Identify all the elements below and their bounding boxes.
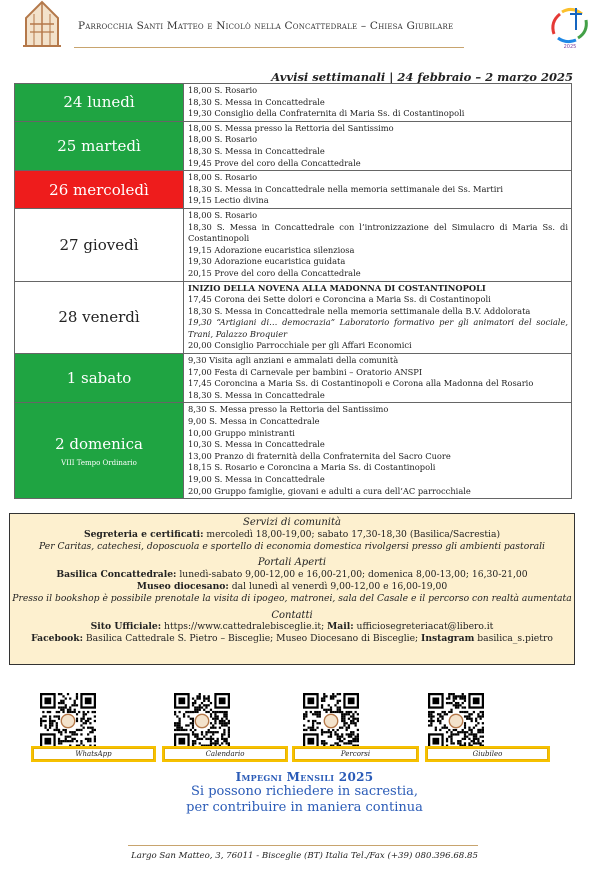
day-row <box>15 171 572 209</box>
day-label: 1 sabato <box>66 369 132 388</box>
event-line: 18,00 S. Rosario <box>188 134 258 145</box>
qr-code-whatsapp-icon[interactable] <box>40 693 96 749</box>
day-cell <box>15 354 184 403</box>
event-line: 13,00 Pranzo di fraternità della Confraternita del Sacro Cuore <box>188 450 451 461</box>
museo-text: dal lunedì al venerdì 9,00-12,00 e 16,00-19,00 <box>228 580 448 592</box>
event-line: 18,30 S. Messa in Concattedrale nella memoria settimanale dei Ss. Martiri <box>188 183 504 194</box>
info-box <box>9 513 575 665</box>
impegni-title: Impegni Mensili 2025 <box>235 770 374 784</box>
event-line: 18,00 S. Rosario <box>188 172 258 183</box>
day-label: 2 domenica <box>55 434 143 453</box>
event-line: 9,00 S. Messa in Concattedrale <box>188 416 320 427</box>
event-line: 20,15 Prove del coro della Concattedrale <box>188 267 361 278</box>
day-row <box>15 403 572 499</box>
portali-note: Presso il bookshop è possibile prenotale la visita di ipogeo, matronei, sala del Casale e il percorso con realtà aumentata <box>12 592 572 604</box>
event-line: 18,30 S. Messa in Concattedrale nella memoria settimanale della B.V. Addolorata <box>188 305 531 316</box>
event-line: 19,30 Adorazione eucaristica guidata <box>188 256 346 267</box>
portali-heading: Portali Aperti <box>257 557 327 569</box>
segreteria-line <box>10 529 574 541</box>
qr-code-percorsi-icon[interactable] <box>303 693 359 749</box>
social-line <box>10 633 574 645</box>
event-line: 18,30 S. Messa in Concattedrale con l’intronizzazione del Simulacro di Maria Ss. di Costantinopoli <box>188 221 568 244</box>
event-line: 17,45 Coroncina a Maria Ss. di Costantinopoli e Corona alla Madonna del Rosario <box>188 378 534 389</box>
mail-link[interactable]: ufficiosegreteriacat@libero.it <box>353 621 494 633</box>
qr-label-whatsapp: WhatsApp <box>33 748 154 760</box>
event-line: 18,00 S. Rosario <box>188 209 258 220</box>
event-line: 10,30 S. Messa in Concattedrale <box>188 439 325 450</box>
event-line: 18,15 S. Rosario e Coroncina a Maria Ss. di Costantinopoli <box>188 462 436 473</box>
qr-label-giubileo: Giubileo <box>427 748 548 760</box>
event-line: 19,30 “Artigiani di… democrazia” Laboratorio formativo per gli animatori del sociale, Trani, Palazzo Broquier <box>188 317 568 339</box>
events-cell <box>184 171 572 209</box>
events-cell <box>184 208 572 281</box>
museo-line <box>10 581 574 593</box>
event-line: 18,30 S. Messa in Concattedrale <box>188 389 325 400</box>
impegni-line-2: per contribuire in maniera continua <box>186 800 423 815</box>
qr-code-calendario-icon[interactable] <box>174 693 230 749</box>
day-label: 24 lunedì <box>63 93 135 112</box>
day-cell <box>15 403 184 499</box>
sito-label: Sito Ufficiale: <box>90 621 162 633</box>
day-subtitle: VIII Tempo Ordinario <box>61 458 137 467</box>
events-cell <box>184 354 572 403</box>
event-line: 19,45 Prove del coro della Concattedrale <box>188 157 361 168</box>
events-cell <box>184 403 572 499</box>
day-label: 27 giovedì <box>59 235 139 254</box>
servizi-heading: Servizi di comunità <box>243 517 341 528</box>
events-cell <box>184 84 572 122</box>
event-line: 18,30 S. Messa in Concattedrale <box>188 145 325 156</box>
page-header <box>18 0 593 55</box>
qr-label-calendario: Calendario <box>164 748 286 760</box>
day-row <box>15 121 572 170</box>
event-line: 19,00 S. Messa in Concattedrale <box>188 474 325 484</box>
facebook-label: Facebook: <box>31 633 83 645</box>
basilica-line <box>10 569 574 581</box>
event-line: INIZIO DELLA NOVENA ALLA MADONNA DI COSTANTINOPOLI <box>188 282 486 293</box>
mail-label: Mail: <box>327 621 354 633</box>
svg-text:2025: 2025 <box>563 44 577 50</box>
day-cell <box>15 84 184 122</box>
event-line: 8,30 S. Messa presso la Rettoria del Santissimo <box>188 404 389 415</box>
events-cell <box>184 281 572 354</box>
church-logo-icon <box>22 0 62 50</box>
day-label: 28 venerdì <box>58 308 140 327</box>
segreteria-label: Segreteria e certificati: <box>83 528 204 540</box>
event-line: 17,00 Festa di Carnevale per bambini – Oratorio ANSPI <box>188 366 423 377</box>
event-line: 19,15 Lectio divina <box>188 195 269 206</box>
footer-address: Largo San Matteo, 3, 76011 - Bisceglie (BT) Italia Tel./Fax (+39) 080.396.68.85 <box>131 851 478 861</box>
museo-label: Museo diocesano: <box>136 580 229 592</box>
event-line: 20,00 Consiglio Parrocchiale per gli Affari Economici <box>188 340 412 351</box>
event-line: 18,30 S. Messa in Concattedrale <box>188 96 325 107</box>
segreteria-text: mercoledì 18,00-19,00; sabato 17,30-18,30 (Basilica/Sacrestia) <box>203 528 501 540</box>
event-line: 17,45 Corona dei Sette dolori e Coroncina a Maria Ss. di Costantinopoli <box>188 294 491 305</box>
event-line: 18,00 S. Messa presso la Rettoria del Santissimo <box>188 122 394 133</box>
parish-title: Parrocchia Santi Matteo e Nicolò nella Concattedrale – Chiesa Giubilare <box>78 20 454 32</box>
event-line: 19,15 Adorazione eucaristica silenziosa <box>188 244 355 255</box>
impegni-line-1: Si possono richiedere in sacrestia, <box>191 784 418 799</box>
qr-label-percorsi: Percorsi <box>294 748 417 760</box>
sito-link[interactable]: https://www.cattedralebisceglie.it; <box>161 621 328 633</box>
servizi-note: Per Caritas, catechesi, doposcuola e sportello di economia domestica rivolgersi presso gli ambienti pastorali <box>39 540 545 552</box>
event-line: 18,00 S. Rosario <box>188 85 258 95</box>
day-cell <box>15 208 184 281</box>
facebook-text[interactable]: Basilica Cattedrale S. Pietro – Bisceglie; Museo Diocesano di Bisceglie; <box>82 633 422 645</box>
weekly-schedule-table <box>14 83 572 499</box>
qr-code-giubileo-icon[interactable] <box>428 693 484 749</box>
event-line: 9,30 Visita agli anziani e ammalati della comunità <box>188 355 399 366</box>
contatti-heading: Contatti <box>271 609 313 621</box>
instagram-label: Instagram <box>421 633 475 645</box>
instagram-text[interactable]: basilica_s.pietro <box>474 633 553 645</box>
events-cell <box>184 121 572 170</box>
basilica-text: lunedì-sabato 9,00-12,00 e 16,00-21,00; domenica 8,00-13,00; 16,30-21,00 <box>176 569 528 581</box>
day-row <box>15 84 572 122</box>
basilica-label: Basilica Concattedrale: <box>56 569 177 581</box>
week-title: Avvisi settimanali | 24 febbraio – 2 marzo 2025 <box>271 70 573 84</box>
day-row <box>15 354 572 403</box>
day-cell <box>15 121 184 170</box>
sito-mail-line <box>10 621 574 633</box>
qr-codes-row <box>28 693 554 771</box>
footer-divider <box>128 845 478 846</box>
day-cell <box>15 171 184 209</box>
impegni-section <box>0 770 609 816</box>
day-row <box>15 208 572 281</box>
day-label: 25 martedì <box>57 136 141 155</box>
day-label: 26 mercoledì <box>49 180 149 199</box>
jubilee-logo-icon <box>546 4 594 50</box>
event-line: 20,00 Gruppo famiglie, giovani e adulti a cura dell’AC parrocchiale <box>188 485 471 496</box>
header-divider <box>74 47 464 48</box>
day-cell <box>15 281 184 354</box>
day-row <box>15 281 572 354</box>
event-line: 10,00 Gruppo ministranti <box>188 427 295 438</box>
event-line: 19,30 Consiglio della Confraternita di Maria Ss. di Costantinopoli <box>188 108 465 119</box>
